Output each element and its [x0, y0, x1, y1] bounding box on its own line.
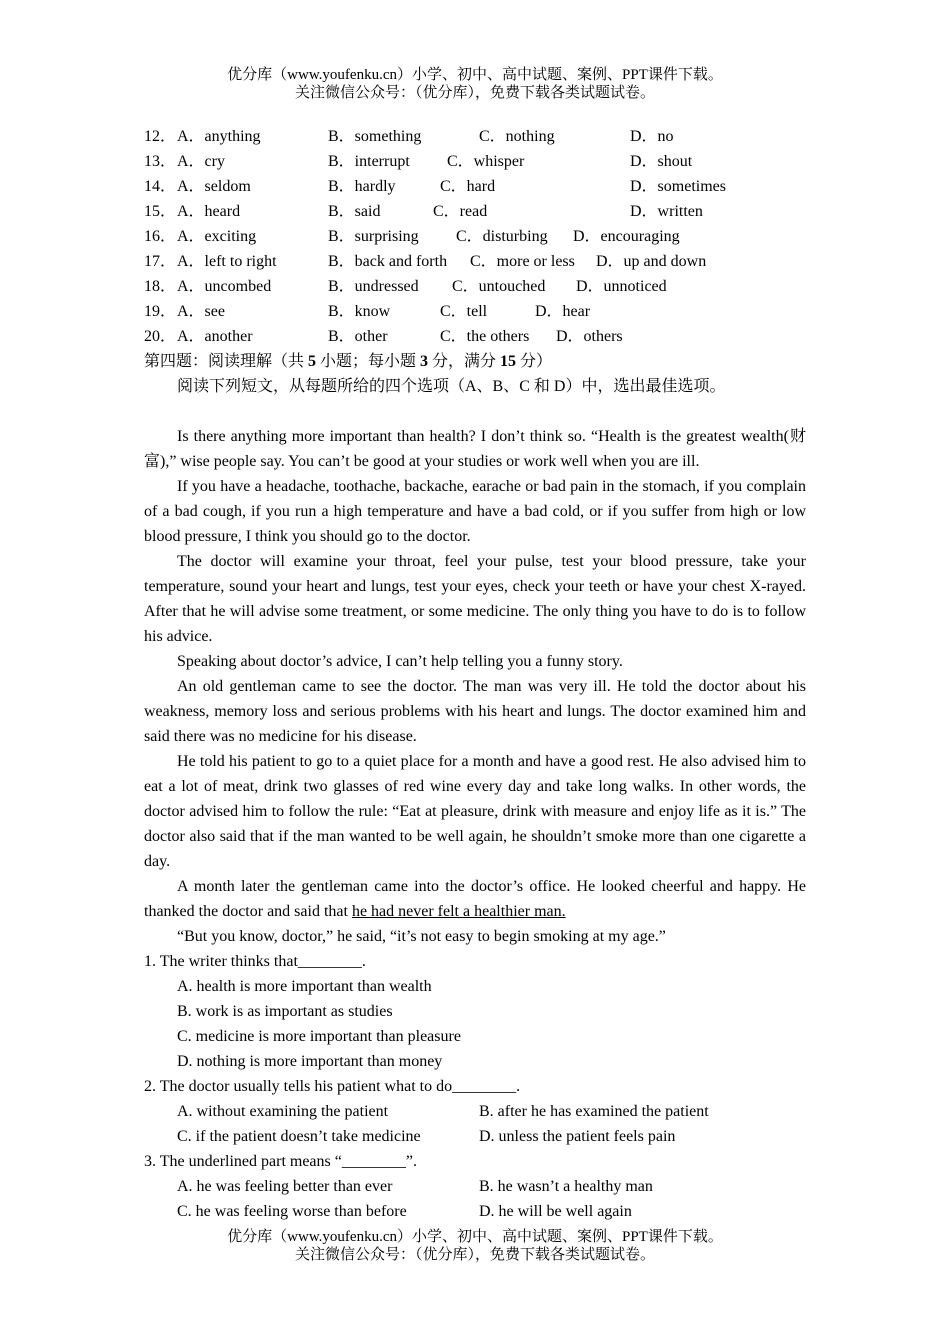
- document-body: [144, 124, 806, 1224]
- option-row: [144, 1199, 806, 1224]
- option-d: D．written: [630, 203, 703, 220]
- option-d: D．unnoticed: [576, 278, 667, 295]
- option-row-20: [144, 324, 806, 349]
- question-number: 19．: [144, 303, 177, 320]
- option-row-13: [144, 149, 806, 174]
- passage-paragraph: The doctor will examine your throat, feel your pulse, test your blood pressure, take your temperature, sound your heart and lungs, test your eyes, check your teeth or have your chest X-rayed. After that he will advise some treatment, or some medicine. The only thing you have to do is to follow his advice.: [144, 553, 806, 645]
- footer-line-2: 关注微信公众号：（优分库），免费下载各类试题试卷。: [294, 1247, 655, 1263]
- option-d: D．up and down: [596, 253, 707, 270]
- cloze-options: [144, 124, 806, 349]
- passage-paragraph: An old gentleman came to see the doctor. The man was very ill. He told the doctor about his weakness, memory loss and serious problems with his heart and lungs. The doctor examined him and said there was no medicine for his disease.: [144, 678, 806, 745]
- option-row: [144, 1124, 806, 1149]
- option-a: A．exciting: [177, 228, 257, 245]
- option-d: D．sometimes: [630, 178, 726, 195]
- option-row-18: [144, 274, 806, 299]
- option-c: C．untouched: [452, 278, 546, 295]
- question-number: 20．: [144, 328, 177, 345]
- option-d: D．no: [630, 128, 674, 145]
- option-c: C．tell: [440, 303, 488, 320]
- passage-paragraph: Is there anything more important than health? I don’t think so. “Health is the greatest wealth(财富),” wise people say. You can’t be good at your studies or work well when you are ill.: [144, 428, 806, 470]
- underlined-phrase: he had never felt a healthier man.: [351, 903, 566, 920]
- option-c: C. he was feeling worse than before: [177, 1203, 407, 1220]
- option-row-19: [144, 299, 806, 324]
- option-d: D．shout: [630, 153, 693, 170]
- option-b: B．said: [328, 203, 381, 220]
- option-c: C．whisper: [447, 153, 525, 170]
- option-c: C. if the patient doesn’t take medicine: [177, 1128, 421, 1145]
- option-b: B. he wasn’t a healthy man: [479, 1178, 653, 1195]
- header-line-2: 关注微信公众号：（优分库），免费下载各类试题试卷。: [294, 85, 655, 101]
- option-a: A．heard: [177, 203, 241, 220]
- question-number: 15．: [144, 203, 177, 220]
- page-footer: [0, 1228, 950, 1264]
- question-number: 18．: [144, 278, 177, 295]
- option-b: B. work is as important as studies: [177, 1003, 393, 1020]
- option-a: A．another: [177, 328, 253, 345]
- passage-paragraph: A month later the gentleman came into the doctor’s office. He looked cheerful and happy. He thanked the doctor and said that he had never felt a healthier man.: [144, 878, 806, 920]
- option-row-16: [144, 224, 806, 249]
- question-3: [144, 1149, 806, 1224]
- question-stem: 3. The underlined part means “________”.: [144, 1153, 417, 1170]
- option-c: C．more or less: [470, 253, 575, 270]
- option-a: A．uncombed: [177, 278, 272, 295]
- option-row-17: [144, 249, 806, 274]
- question-1: [144, 949, 806, 1074]
- option-c: C．the others: [440, 328, 530, 345]
- option-b: B．interrupt: [328, 153, 410, 170]
- question-stem: 2. The doctor usually tells his patient what to do________.: [144, 1078, 521, 1095]
- option-c: C．read: [433, 203, 488, 220]
- option-row-14: [144, 174, 806, 199]
- question-number: 13．: [144, 153, 177, 170]
- question-number: 12．: [144, 128, 177, 145]
- option-c: C．hard: [440, 178, 496, 195]
- question-2: [144, 1074, 806, 1149]
- option-c: C．nothing: [479, 128, 555, 145]
- option-d: D. he will be well again: [479, 1203, 632, 1220]
- option-row: [144, 1174, 806, 1199]
- section-title: 第四题：阅读理解（共 5 小题；每小题 3 分，满分 15 分）: [144, 353, 553, 370]
- option-b: B．other: [328, 328, 388, 345]
- question-number: 17．: [144, 253, 177, 270]
- option-b: B．something: [328, 128, 422, 145]
- header-line-1: 优分库（www.youfenku.cn）小学、初中、高中试题、案例、PPT课件下载。: [227, 67, 723, 83]
- passage-paragraph: Speaking about doctor’s advice, I can’t help telling you a funny story.: [177, 653, 623, 670]
- option-a: A．seldom: [177, 178, 251, 195]
- option-row: [144, 1099, 806, 1124]
- passage-paragraph: “But you know, doctor,” he said, “it’s not easy to begin smoking at my age.”: [177, 928, 666, 945]
- question-number: 14．: [144, 178, 177, 195]
- option-b: B．undressed: [328, 278, 419, 295]
- option-a: A．cry: [177, 153, 225, 170]
- option-d: D．others: [556, 328, 623, 345]
- passage-paragraph: If you have a headache, toothache, backache, earache or bad pain in the stomach, if you complain of a bad cough, if you run a high temperature and have a bad cold, or if you suffer from high or low blood pressure, I think you should go to the doctor.: [144, 478, 806, 545]
- option-a: A. he was feeling better than ever: [177, 1178, 393, 1195]
- option-b: B．hardly: [328, 178, 396, 195]
- option-b: B．surprising: [328, 228, 419, 245]
- option-d: D．hear: [535, 303, 591, 320]
- option-a: A．anything: [177, 128, 261, 145]
- option-d: D．encouraging: [573, 228, 680, 245]
- question-stem: 1. The writer thinks that________.: [144, 953, 366, 970]
- option-a: A．left to right: [177, 253, 277, 270]
- option-row-15: [144, 199, 806, 224]
- option-b: B. after he has examined the patient: [479, 1103, 709, 1120]
- section-instruction: 阅读下列短文，从每题所给的四个选项（A、B、C 和 D）中，选出最佳选项。: [177, 378, 726, 395]
- option-b: B．back and forth: [328, 253, 448, 270]
- option-a: A. without examining the patient: [177, 1103, 389, 1120]
- option-c: C．disturbing: [456, 228, 548, 245]
- option-c: C. medicine is more important than pleasure: [177, 1028, 461, 1045]
- passage-paragraph: He told his patient to go to a quiet place for a month and have a good rest. He also advised him to eat a lot of meat, drink two glasses of red wine every day and take long walks. In other words, the doctor advised him to follow the rule: “Eat at pleasure, drink with measure and enjoy life as it is.” The doctor also said that if the man wanted to be well again, he shouldn’t smoke more than one cigarette a day.: [144, 753, 806, 870]
- page-header: [0, 66, 950, 102]
- option-a: A. health is more important than wealth: [177, 978, 432, 995]
- option-b: B．know: [328, 303, 391, 320]
- option-d: D. nothing is more important than money: [177, 1053, 443, 1070]
- option-a: A．see: [177, 303, 225, 320]
- option-row-12: [144, 124, 806, 149]
- footer-line-1: 优分库（www.youfenku.cn）小学、初中、高中试题、案例、PPT课件下载。: [227, 1229, 723, 1245]
- option-d: D. unless the patient feels pain: [479, 1128, 676, 1145]
- question-number: 16．: [144, 228, 177, 245]
- reading-passage: [144, 424, 806, 949]
